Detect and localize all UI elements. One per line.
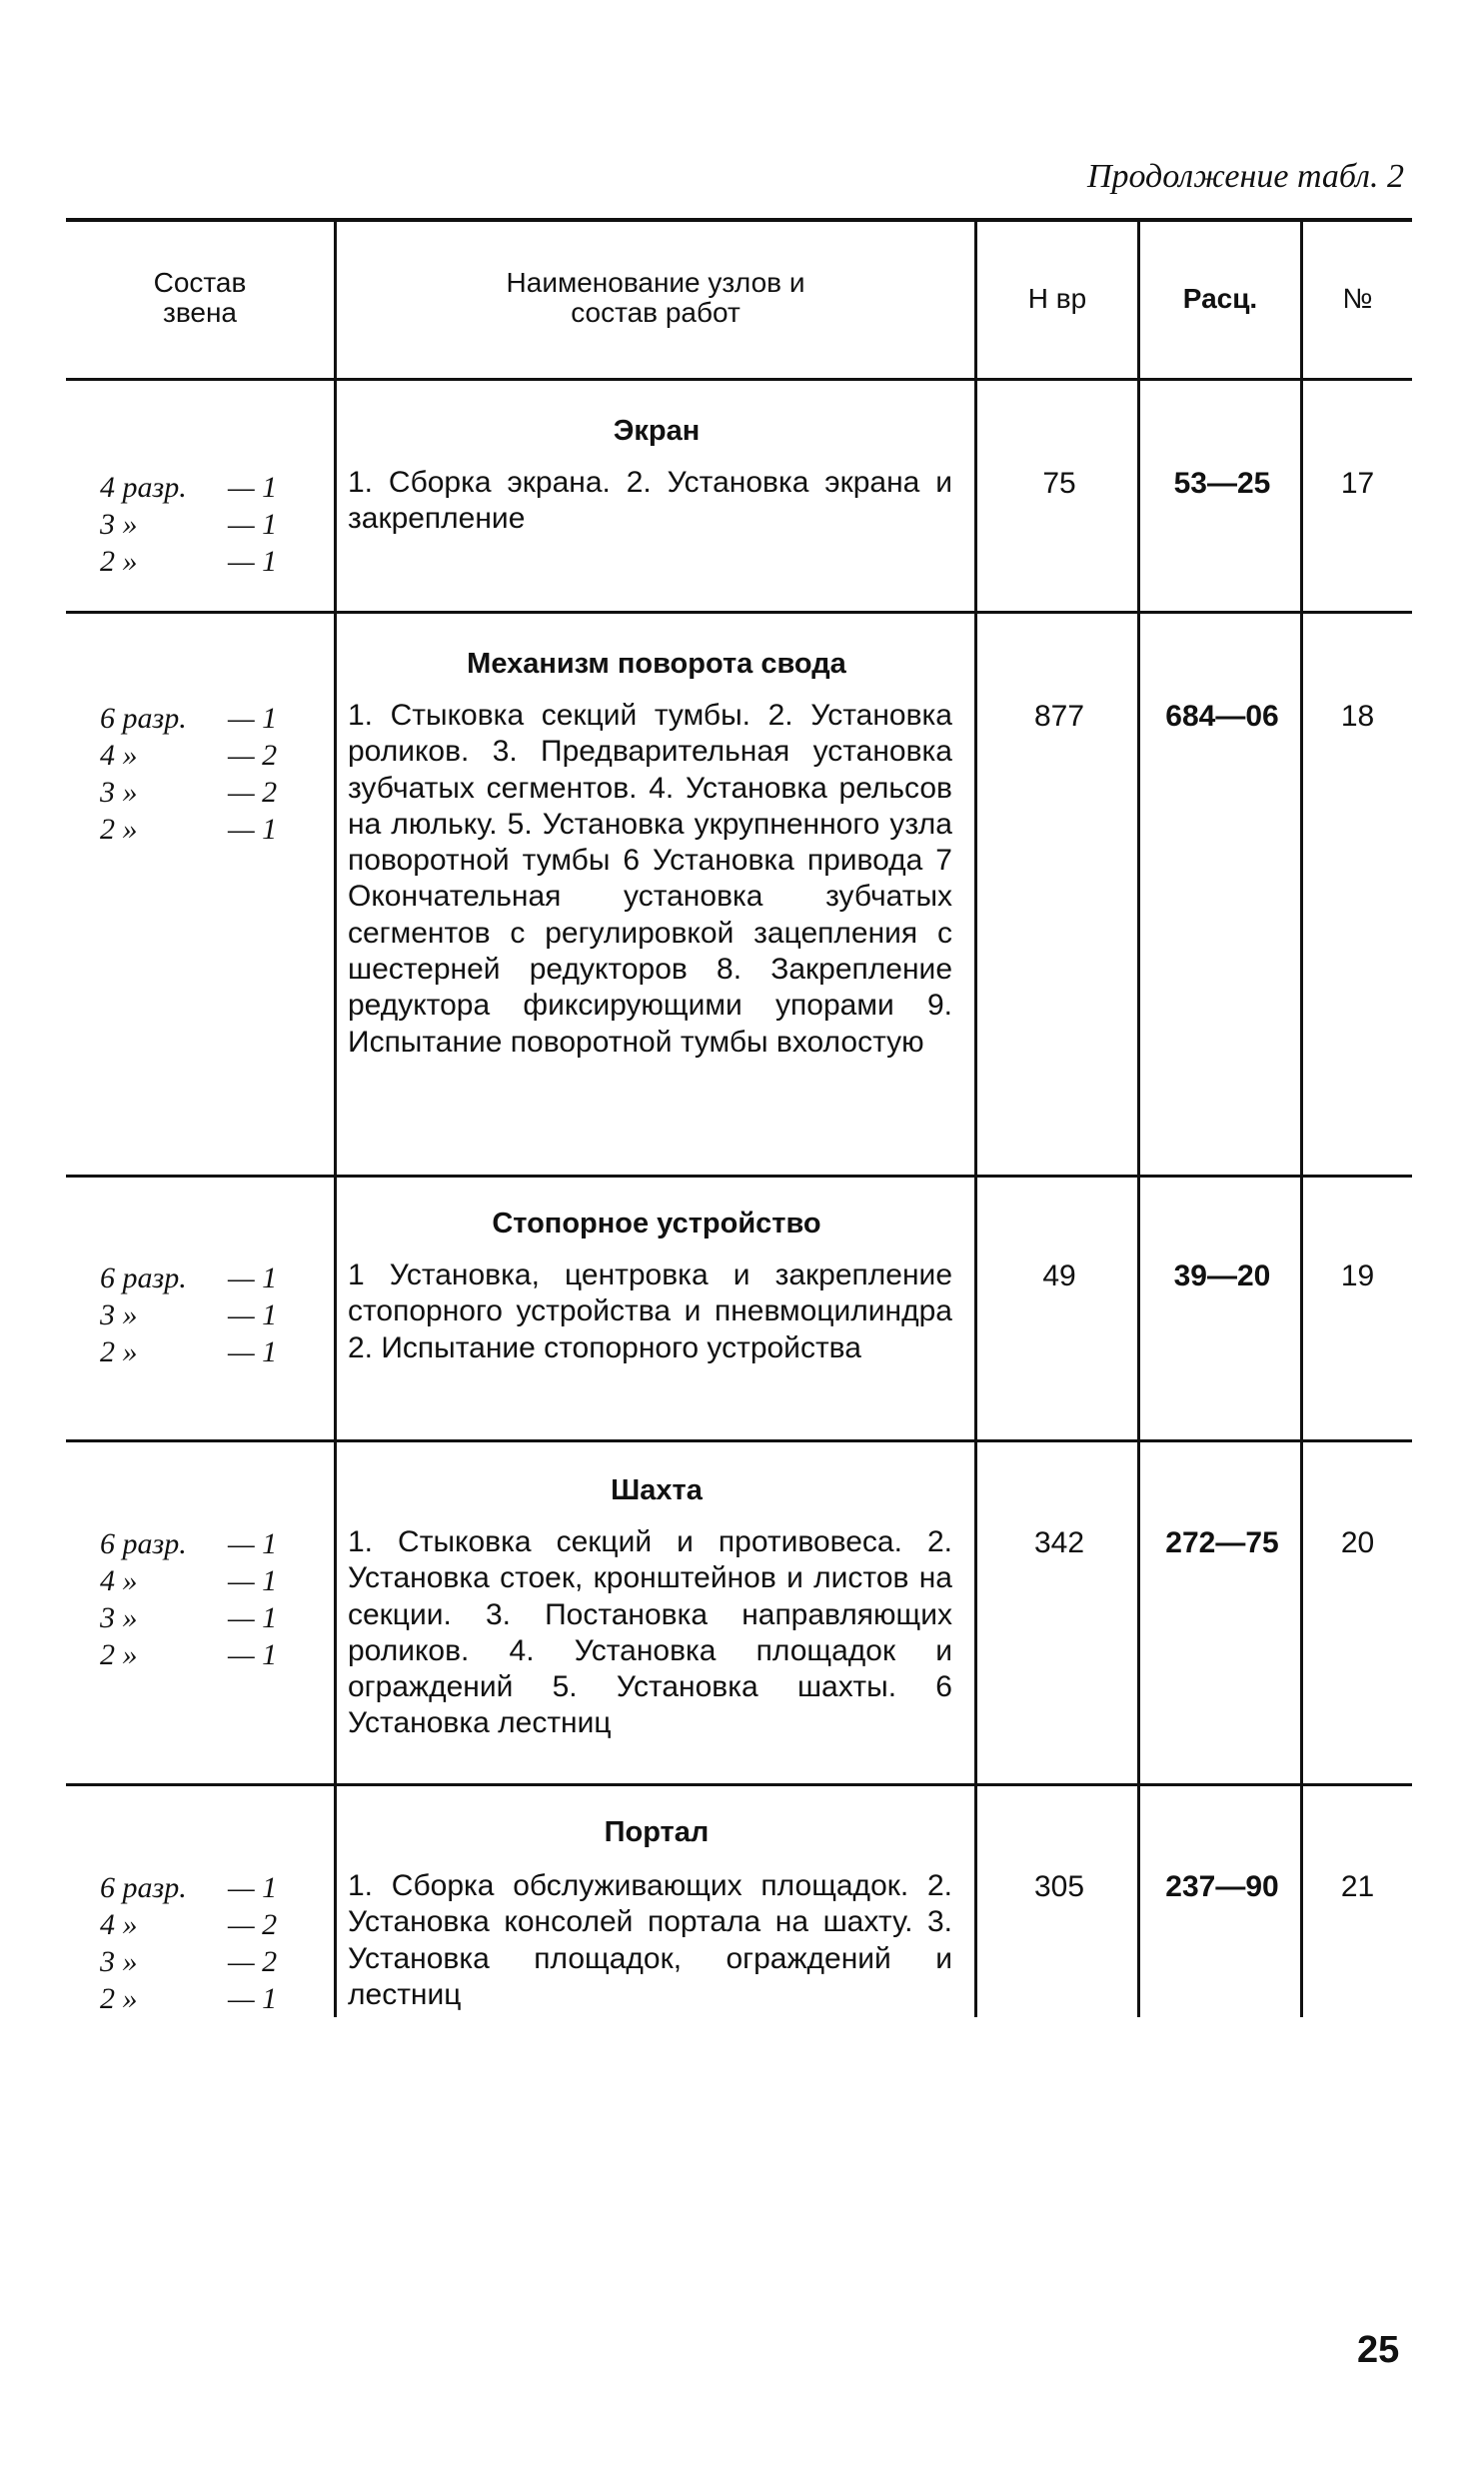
item-number: 21 [1340, 1870, 1375, 1903]
crew-line [100, 1980, 300, 2017]
work-description: 1. Стыковка секций и противовеса. 2. Установка стоек, кронштейнов и листов на секции. 3. Постановка направляющих роликов. 4. Установка площадок и ограждений 5. Установка шахты. 6 Установка лестниц [348, 1525, 952, 1740]
crew-line [100, 1869, 300, 1906]
section-title: Механизм поворота свода [467, 648, 846, 680]
crew-rank: 6 разр. [100, 702, 187, 735]
crew-rank: 2 » [100, 545, 138, 578]
rate-value: 237—90 [1165, 1870, 1279, 1903]
crew-list [100, 1869, 300, 2017]
crew-rank: 2 » [100, 813, 138, 846]
header-crew-line1: Состав [153, 267, 247, 298]
header-number: № [1342, 283, 1373, 314]
crew-count: — 1 [228, 1335, 278, 1368]
time-norm: 877 [1033, 700, 1085, 733]
column-rule [334, 218, 337, 2017]
crew-rank: 4 » [100, 1564, 138, 1597]
crew-line [100, 774, 300, 811]
crew-count: — 1 [228, 1601, 278, 1634]
rate-value: 684—06 [1165, 700, 1279, 733]
crew-list [100, 700, 300, 848]
section-title: Шахта [611, 1474, 703, 1506]
crew-rank: 4 » [100, 739, 138, 772]
crew-rank: 2 » [100, 1638, 138, 1671]
crew-line [100, 1906, 300, 1943]
item-number: 20 [1340, 1526, 1375, 1559]
crew-count: — 2 [228, 1945, 278, 1978]
item-number: 17 [1340, 467, 1375, 500]
crew-line [100, 700, 300, 737]
crew-count: — 2 [228, 776, 278, 809]
time-norm: 342 [1033, 1526, 1085, 1559]
crew-rank: 6 разр. [100, 1527, 187, 1560]
table-top-rule [66, 218, 1412, 222]
crew-line [100, 1636, 300, 1673]
crew-count: — 1 [228, 545, 278, 578]
crew-line [100, 811, 300, 848]
crew-rank: 3 » [100, 1601, 138, 1634]
rate-value: 272—75 [1165, 1526, 1279, 1559]
section-title: Портал [604, 1816, 710, 1848]
column-rule [974, 218, 977, 2017]
rate-value: 53—25 [1173, 467, 1271, 500]
crew-count: — 1 [228, 1638, 278, 1671]
crew-list [100, 1259, 300, 1370]
time-norm: 75 [1042, 467, 1076, 500]
header-name-line2: состав работ [571, 297, 741, 328]
crew-line [100, 1333, 300, 1370]
crew-rank: 2 » [100, 1982, 138, 2015]
row-divider [66, 1783, 1412, 1786]
crew-count: — 1 [228, 1261, 278, 1294]
header-crew-line2: звена [162, 297, 237, 328]
crew-rank: 6 разр. [100, 1261, 187, 1294]
crew-count: — 1 [228, 813, 278, 846]
crew-line [100, 1943, 300, 1980]
crew-count: — 2 [228, 739, 278, 772]
work-description: 1 Установка, центровка и закрепление стопорного устройства и пневмоцилиндра 2. Испытание стопорного устройства [348, 1258, 952, 1364]
time-norm: 305 [1033, 1870, 1085, 1903]
crew-line [100, 1259, 300, 1296]
crew-line [100, 1296, 300, 1333]
crew-count: — 1 [228, 1298, 278, 1331]
crew-count: — 1 [228, 1982, 278, 2015]
crew-line [100, 506, 300, 543]
crew-count: — 1 [228, 702, 278, 735]
item-number: 18 [1340, 700, 1375, 733]
header-bottom-rule [66, 378, 1412, 381]
header-name [337, 268, 974, 328]
crew-rank: 2 » [100, 1335, 138, 1368]
work-description: 1. Сборка экрана. 2. Установка экрана и закрепление [348, 466, 952, 536]
crew-line [100, 1525, 300, 1562]
crew-rank: 4 » [100, 1908, 138, 1941]
row-divider [66, 1175, 1412, 1178]
item-number: 19 [1340, 1259, 1375, 1292]
row-divider [66, 1439, 1412, 1442]
time-norm: 49 [1042, 1259, 1076, 1292]
table-continuation-caption: Продолжение табл. 2 [1086, 158, 1404, 195]
crew-line [100, 1562, 300, 1599]
crew-count: — 1 [228, 471, 278, 504]
header-name-line1: Наименование узлов и [506, 267, 805, 298]
section-title: Стопорное устройство [492, 1208, 821, 1239]
header-rate: Расц. [1182, 283, 1258, 314]
crew-line [100, 469, 300, 506]
work-description: 1. Сборка обслуживающих площадок. 2. Установка консолей портала на шахту. 3. Установка площадок, ограждений и лестниц [348, 1869, 952, 2011]
header-norm: Н вр [1027, 283, 1087, 314]
crew-rank: 3 » [100, 1945, 138, 1978]
crew-count: — 1 [228, 1871, 278, 1904]
crew-rank: 3 » [100, 508, 138, 541]
crew-count: — 2 [228, 1908, 278, 1941]
crew-line [100, 543, 300, 580]
crew-count: — 1 [228, 1564, 278, 1597]
work-description: 1. Стыковка секций тумбы. 2. Установка роликов. 3. Предварительная установка зубчатых сегментов. 4. Установка рельсов на люльку. 5. Установка укрупненного узла поворотной тумбы 6 Установка привода 7 Окончательная установка зубчатых сегментов с регулировкой зацепления с шестерней редукторов 8. Закрепление редуктора фиксирующими упорами 9. Испытание поворотной тумбы вхолостую [348, 699, 952, 1059]
header-crew [66, 268, 334, 328]
crew-count: — 1 [228, 508, 278, 541]
section-title: Экран [613, 415, 701, 447]
crew-list [100, 469, 300, 580]
crew-line [100, 1599, 300, 1636]
crew-rank: 4 разр. [100, 471, 187, 504]
crew-count: — 1 [228, 1527, 278, 1560]
row-divider [66, 611, 1412, 614]
crew-line [100, 737, 300, 774]
crew-rank: 6 разр. [100, 1871, 187, 1904]
page-number: 25 [1357, 2329, 1400, 2371]
crew-list [100, 1525, 300, 1673]
rate-value: 39—20 [1173, 1259, 1271, 1292]
crew-rank: 3 » [100, 1298, 138, 1331]
crew-rank: 3 » [100, 776, 138, 809]
